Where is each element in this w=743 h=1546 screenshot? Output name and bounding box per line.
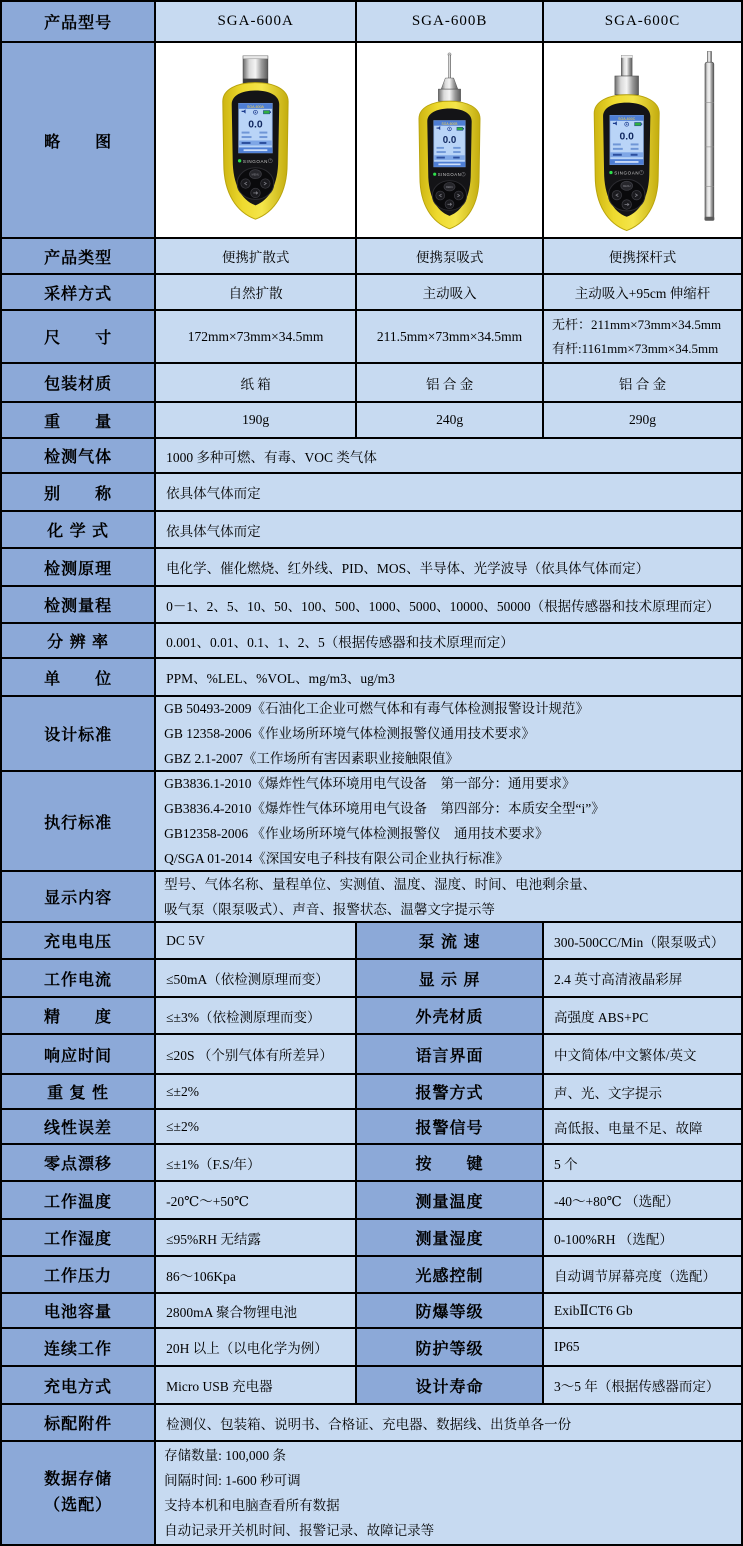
spec-value: 172mm×73mm×34.5mm	[156, 311, 357, 364]
spec-value-line: GB12358-2006 《作业场所环境气体检测报警仪 通用技术要求》	[164, 826, 549, 841]
table-row	[2, 512, 741, 549]
spec-value-line: GB3836.4-2010《爆炸性气体环境用电气设备 第四部分：本质安全型“i”》	[164, 801, 605, 816]
table-row	[2, 1367, 741, 1405]
table-row	[2, 587, 741, 624]
svg-text:MENU: MENU	[446, 185, 454, 189]
spec-label: 工作电流	[2, 960, 156, 998]
spec-label: 工作湿度	[2, 1220, 156, 1257]
table-row	[2, 311, 741, 364]
spec-value: DC 5V	[156, 923, 357, 960]
spec-value-line: GB3836.1-2010《爆炸性气体环境用电气设备 第一部分：通用要求》	[164, 776, 576, 791]
spec-label: 充电方式	[2, 1367, 156, 1405]
spec-value-line: GB 50493-2009《石油化工企业可燃气体和有毒气体检测报警设计规范》	[164, 701, 590, 716]
spec-value-line: 间隔时间: 1-600 秒可调	[164, 1473, 301, 1488]
model-header-sga-600c: SGA-600C	[544, 2, 741, 43]
spec-value	[156, 697, 741, 772]
spec-label: 标配附件	[2, 1405, 156, 1442]
svg-text:MENU: MENU	[623, 185, 631, 189]
table-row	[2, 1075, 741, 1110]
table-row	[2, 923, 741, 960]
table-row	[2, 1329, 741, 1367]
spec-label: 防护等级	[357, 1329, 544, 1367]
spec-label: 泵 流 速	[357, 923, 544, 960]
spec-label	[2, 1442, 156, 1544]
spec-label: 产品类型	[2, 239, 156, 275]
svg-text:0.0: 0.0	[442, 135, 457, 147]
spec-value: 20H 以上（以电化学为例）	[156, 1329, 357, 1367]
model-header-sga-600b: SGA-600B	[357, 2, 544, 43]
table-row	[2, 439, 741, 474]
spec-label: 防爆等级	[357, 1294, 544, 1329]
spec-label-line: 数据存储	[44, 1471, 113, 1488]
spec-value-line: 无杆：211mm×73mm×34.5mm	[552, 316, 722, 332]
spec-value: 高低报、电量不足、故障	[544, 1110, 741, 1145]
spec-value: ≤±1%（F.S/年）	[156, 1145, 357, 1182]
spec-value-line: 自动记录开关机时间、报警记录、故障记录等	[164, 1523, 435, 1538]
spec-value: 声、光、文字提示	[544, 1075, 741, 1110]
spec-label: 测量湿度	[357, 1220, 544, 1257]
spec-value: IP65	[544, 1329, 741, 1367]
spec-value-line: 有杆:1161mm×73mm×34.5mm	[552, 340, 719, 356]
spec-label: 显 示 屏	[357, 960, 544, 998]
table-row	[2, 998, 741, 1035]
spec-value-line: 存储数量: 100,000 条	[164, 1448, 287, 1463]
sketch-label: 略 图	[2, 43, 156, 239]
spec-value-line: Q/SGA 01-2014《深国安电子科技有限公司企业执行标准》	[164, 851, 509, 866]
header-label: 产品型号	[2, 2, 156, 43]
spec-label: 显示内容	[2, 872, 156, 923]
spec-value	[156, 1442, 741, 1544]
spec-label: 报警信号	[357, 1110, 544, 1145]
spec-value-line: GB 12358-2006《作业场所环境气体检测报警仪通用技术要求》	[164, 726, 536, 741]
spec-value: 211.5mm×73mm×34.5mm	[357, 311, 544, 364]
spec-value-line: 支持本机和电脑查看所有数据	[164, 1498, 340, 1513]
table-row	[2, 772, 741, 872]
spec-value: 主动吸入	[357, 275, 544, 311]
table-row	[2, 1257, 741, 1294]
spec-value: 86～106Kpa	[156, 1257, 357, 1294]
spec-value: 0-100%RH （选配）	[544, 1220, 741, 1257]
spec-value: ≤±3%（依检测原理而变）	[156, 998, 357, 1035]
svg-text:SGA-600B: SGA-600B	[441, 121, 458, 126]
table-row	[2, 1182, 741, 1220]
table-row	[2, 549, 741, 587]
spec-label: 化 学 式	[2, 512, 156, 549]
spec-value: 2.4 英寸高清液晶彩屏	[544, 960, 741, 998]
spec-value: 0.001、0.01、0.1、1、2、5（根据传感器和技术原理而定）	[156, 624, 741, 659]
spec-label: 采样方式	[2, 275, 156, 311]
table-row	[2, 872, 741, 923]
spec-label: 线性误差	[2, 1110, 156, 1145]
spec-label: 工作压力	[2, 1257, 156, 1294]
spec-value: 铝 合 金	[357, 364, 544, 403]
spec-value: 便携泵吸式	[357, 239, 544, 275]
table-row	[2, 624, 741, 659]
product-photo-cell-sga-600a	[156, 43, 357, 239]
spec-value: Micro USB 充电器	[156, 1367, 357, 1405]
spec-label: 执行标准	[2, 772, 156, 872]
table-row	[2, 1442, 741, 1544]
spec-value: -20℃～+50℃	[156, 1182, 357, 1220]
spec-value: ≤20S （个别气体有所差异）	[156, 1035, 357, 1075]
svg-text:SGA-600A: SGA-600A	[247, 104, 265, 109]
spec-value: 主动吸入+95cm 伸缩杆	[544, 275, 741, 311]
spec-value: 290g	[544, 403, 741, 439]
spec-label: 语言界面	[357, 1035, 544, 1075]
table-row	[2, 1035, 741, 1075]
spec-label: 检测量程	[2, 587, 156, 624]
table-row	[2, 474, 741, 512]
spec-value: 190g	[156, 403, 357, 439]
table-row	[2, 1220, 741, 1257]
spec-label: 工作温度	[2, 1182, 156, 1220]
model-header-sga-600a: SGA-600A	[156, 2, 357, 43]
svg-text:MENU: MENU	[251, 173, 260, 177]
spec-value: 中文简体/中文繁体/英文	[544, 1035, 741, 1075]
spec-value: ≤95%RH 无结露	[156, 1220, 357, 1257]
spec-label: 电池容量	[2, 1294, 156, 1329]
spec-value: 3～5 年（根据传感器而定）	[544, 1367, 741, 1405]
table-row	[2, 1145, 741, 1182]
table-row	[2, 960, 741, 998]
svg-text:SGA-600C: SGA-600C	[618, 116, 636, 121]
spec-value: ≤50mA（依检测原理而变）	[156, 960, 357, 998]
spec-value: 0－1、2、5、10、50、100、500、1000、5000、10000、50000（根据传感器和技术原理而定）	[156, 587, 741, 624]
spec-label: 精 度	[2, 998, 156, 1035]
product-photo-sga-600b	[357, 43, 542, 237]
spec-label: 分 辨 率	[2, 624, 156, 659]
spec-value: 纸 箱	[156, 364, 357, 403]
table-row	[2, 1294, 741, 1329]
spec-value: ≤±2%	[156, 1110, 357, 1145]
spec-value: -40～+80℃ （选配）	[544, 1182, 741, 1220]
spec-value: 240g	[357, 403, 544, 439]
spec-value-line: 型号、气体名称、量程单位、实测值、温度、湿度、时间、电池剩余量、	[164, 876, 597, 892]
spec-label: 重 量	[2, 403, 156, 439]
spec-label: 单 位	[2, 659, 156, 697]
svg-text:SINGOAN: SINGOAN	[437, 172, 462, 178]
spec-label: 响应时间	[2, 1035, 156, 1075]
spec-value: 2800mA 聚合物锂电池	[156, 1294, 357, 1329]
spec-label: 测量温度	[357, 1182, 544, 1220]
spec-label: 重 复 性	[2, 1075, 156, 1110]
product-photo-sga-600c	[544, 43, 741, 237]
table-row	[2, 275, 741, 311]
spec-label: 充电电压	[2, 923, 156, 960]
table-row	[2, 239, 741, 275]
spec-label: 设计标准	[2, 697, 156, 772]
spec-value: 检测仪、包装箱、说明书、合格证、充电器、数据线、出货单各一份	[156, 1405, 741, 1442]
spec-label: 检测气体	[2, 439, 156, 474]
table-row	[2, 697, 741, 772]
spec-value	[156, 772, 741, 872]
spec-value	[544, 311, 741, 364]
spec-value: 自动调节屏幕亮度（选配）	[544, 1257, 741, 1294]
svg-text:SINGOAN: SINGOAN	[243, 158, 269, 164]
product-photo-cell-sga-600b	[357, 43, 544, 239]
spec-value: 高强度 ABS+PC	[544, 998, 741, 1035]
spec-value-line: 吸气泵（限泵吸式）、声音、报警状态、温馨文字提示等	[164, 901, 495, 917]
table-row	[2, 364, 741, 403]
spec-label: 零点漂移	[2, 1145, 156, 1182]
spec-label: 别 称	[2, 474, 156, 512]
svg-text:0.0: 0.0	[619, 131, 634, 143]
spec-value: ≤±2%	[156, 1075, 357, 1110]
spec-value: 依具体气体而定	[156, 474, 741, 512]
spec-value: 便携扩散式	[156, 239, 357, 275]
table-row	[2, 1110, 741, 1145]
spec-value: 1000 多种可燃、有毒、VOC 类气体	[156, 439, 741, 474]
spec-label: 检测原理	[2, 549, 156, 587]
spec-value	[156, 872, 741, 923]
spec-value: 铝 合 金	[544, 364, 741, 403]
spec-label-line: （选配）	[44, 1497, 113, 1514]
spec-label: 报警方式	[357, 1075, 544, 1110]
spec-value: ExibⅡCT6 Gb	[544, 1294, 741, 1329]
spec-value: 便携探杆式	[544, 239, 741, 275]
spec-value-line: GBZ 2.1-2007《工作场所有害因素职业接触限值》	[164, 751, 459, 766]
spec-value: 300-500CC/Min（限泵吸式）	[544, 923, 741, 960]
spec-label: 外壳材质	[357, 998, 544, 1035]
spec-label: 设计寿命	[357, 1367, 544, 1405]
table-row	[2, 403, 741, 439]
table-row	[2, 43, 741, 239]
table-row	[2, 1405, 741, 1442]
table-row	[2, 2, 741, 43]
spec-label: 尺 寸	[2, 311, 156, 364]
spec-label: 光感控制	[357, 1257, 544, 1294]
svg-text:SINGOAN: SINGOAN	[614, 170, 640, 176]
product-photo-sga-600a	[156, 43, 355, 237]
spec-value: PPM、%LEL、%VOL、mg/m3、ug/m3	[156, 659, 741, 697]
spec-value: 电化学、催化燃烧、红外线、PID、MOS、半导体、光学波导（依具体气体而定）	[156, 549, 741, 587]
spec-value: 自然扩散	[156, 275, 357, 311]
spec-label: 连续工作	[2, 1329, 156, 1367]
spec-value: 5 个	[544, 1145, 741, 1182]
product-photo-cell-sga-600c	[544, 43, 741, 239]
table-row	[2, 659, 741, 697]
spec-label: 包装材质	[2, 364, 156, 403]
spec-value: 依具体气体而定	[156, 512, 741, 549]
svg-text:0.0: 0.0	[248, 119, 263, 131]
spec-label: 按 键	[357, 1145, 544, 1182]
